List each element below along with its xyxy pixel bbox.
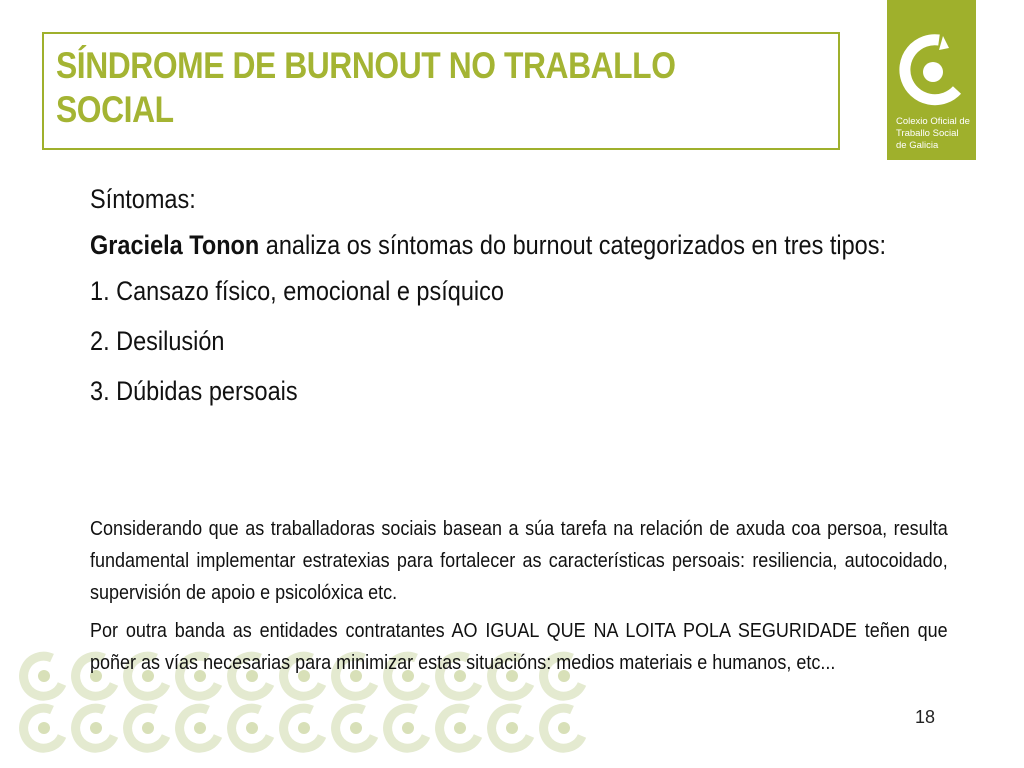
list-item-3-text: 3. Dúbidas persoais	[90, 376, 298, 406]
title-line-1: SÍNDROME DE BURNOUT NO TRABALLO	[56, 45, 676, 86]
author-name: Graciela Tonon	[90, 230, 260, 260]
slide-title	[56, 44, 718, 132]
organization-logo	[887, 0, 976, 160]
logo-c-icon	[899, 34, 965, 110]
paragraph-1	[90, 513, 948, 609]
title-line-2: SOCIAL	[56, 89, 174, 130]
heading-text: Síntomas:	[90, 184, 196, 214]
list-item-1-text: 1. Cansazo físico, emocional e psíquico	[90, 276, 504, 306]
paragraph-2	[90, 615, 948, 679]
logo-line-1: Colexio Oficial de	[896, 116, 970, 127]
list-item-1	[90, 272, 948, 310]
intro-paragraph	[90, 224, 948, 266]
slide-content	[90, 180, 948, 410]
logo-text	[896, 116, 974, 152]
list-item-2-text: 2. Desilusión	[90, 326, 225, 356]
intro-text: analiza os síntomas do burnout categorizados en tres tipos:	[259, 230, 887, 260]
symptoms-heading	[90, 180, 948, 218]
paragraph-2-text: Por outra banda as entidades contratantes AO IGUAL QUE NA LOITA POLA SEGURIDADE teñen que poñer as vías necesarias para minimizar estas situacións: medios materiais e humanos, etc...	[90, 620, 948, 674]
page-number: 18	[915, 707, 936, 727]
paragraph-1-text: Considerando que as traballadoras sociais basean a súa tarefa na relación de axuda coa persoa, resulta fundamental implementar estratexias para fortalecer as características persoais: resiliencia, autocoidado, supervisión de apoio e psicolóxica etc.	[90, 518, 948, 604]
logo-line-3: de Galicia	[896, 140, 939, 151]
list-item-3	[90, 372, 948, 410]
logo-line-2: Traballo Social	[896, 128, 959, 139]
title-box	[42, 32, 840, 150]
list-item-2	[90, 322, 948, 360]
